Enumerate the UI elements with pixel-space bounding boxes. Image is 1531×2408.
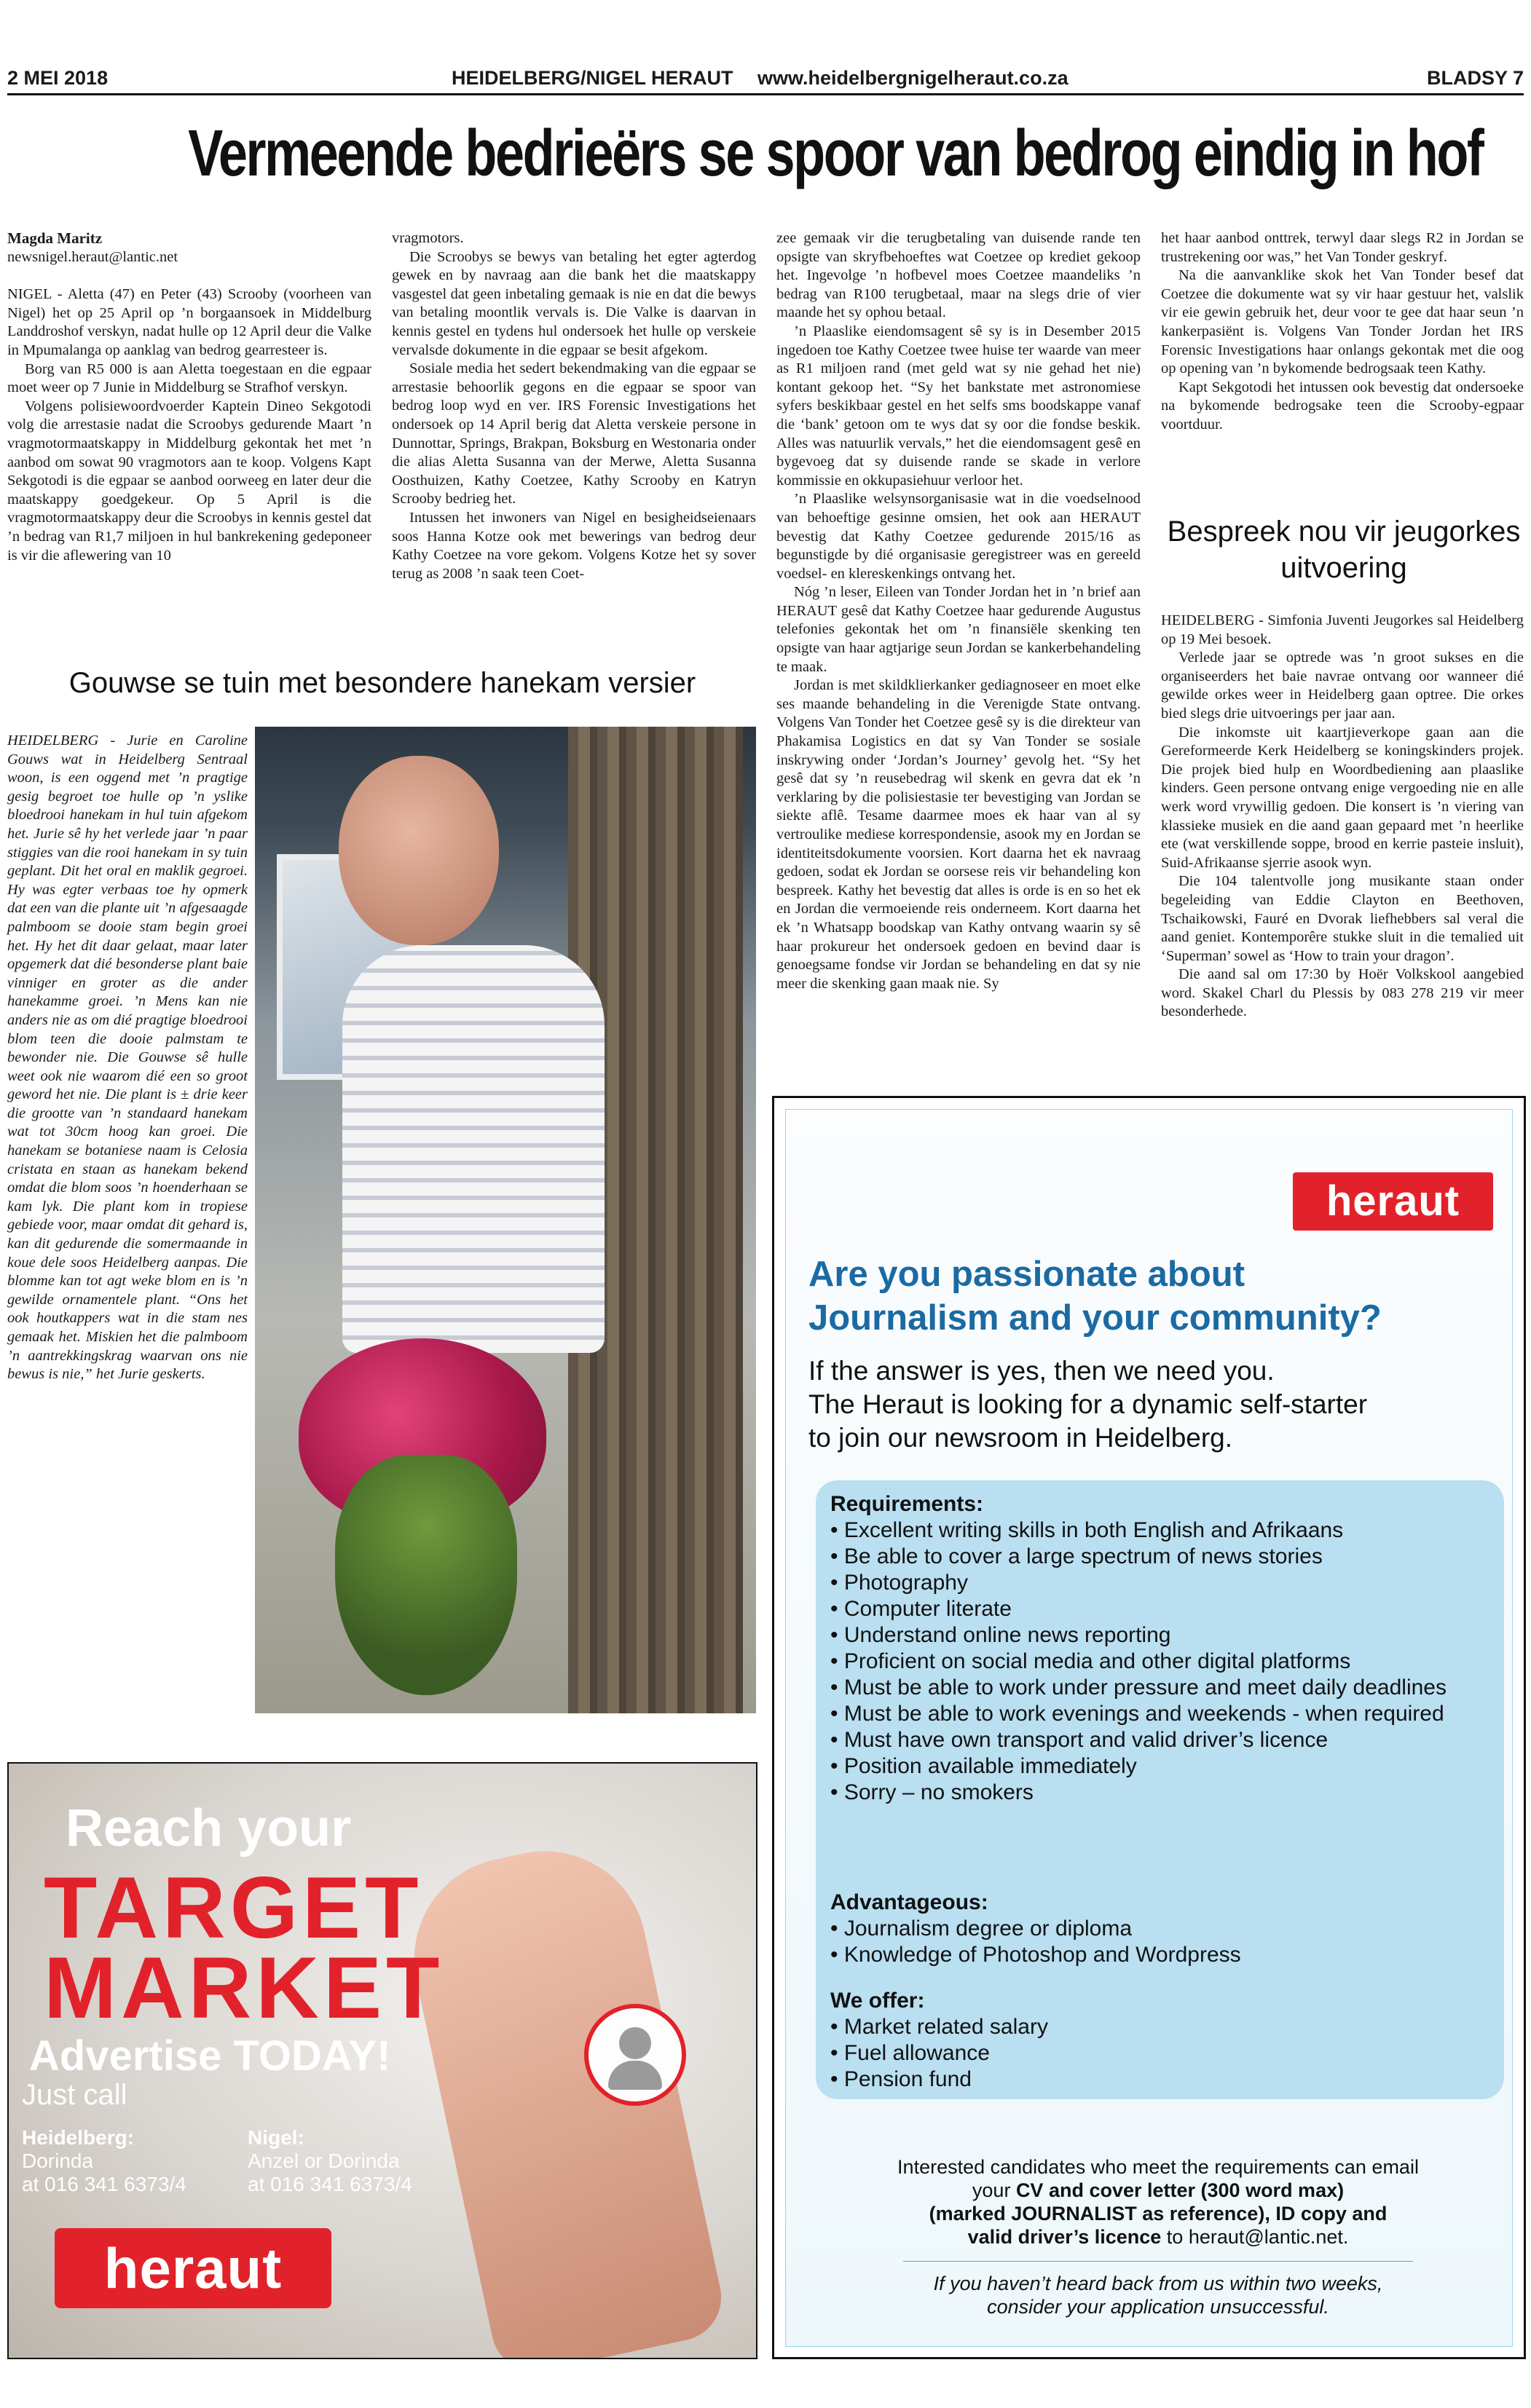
article-paragraph: Volgens polisiewoordvoerder Kaptein Dineo Sekgotodi volg die arrestasie nadat die Scroobys gedurende Maart ’n vragmotormaatskappy in Middelburg gekontak het met ’n aanbod om sowat 90 vragmotors aan te koop. Volgens Kapt Sekgotodi is die egpaar se aanbod oorweeg en later deur die maatskappy goedgekeur. Op 5 April is die vragmotormaatskappy deur die Scroobys in kennis gestel dat ’n bedrag van R1,7 miljoen in hul bankrekening gedeponeer is vir die aflewering van 10 — [7, 398, 371, 564]
plant-leaves — [335, 1455, 517, 1695]
page-header — [7, 67, 1524, 96]
requirement-item: • Must be able to work evenings and weekends - when required — [830, 1701, 1493, 1727]
article-paragraph: Kapt Sekgotodi het intussen ook bevestig dat ondersoeke na bykomende bedrogsake teen die Scrooby-egpaar voortduur. — [1161, 379, 1524, 433]
advantageous-item: • Journalism degree or diploma — [830, 1916, 1493, 1942]
article-paragraph: vragmotors. — [392, 230, 464, 246]
article-paragraph: ’n Plaaslike welsynsorganisasie wat in die voedselnood van behoeftige gesinne omsien, het ook aan HERAUT bevestig dat Kathy Coetzee gedurende 2015/16 as begunstigde by dié organisasie geregistreer was en gereeld voedsel- en klereskenkings ontvang het. — [776, 491, 1141, 582]
person-icon — [619, 2027, 651, 2059]
apply-divider — [903, 2261, 1413, 2262]
main-headline: Vermeende bedrieërs se spoor van bedrog eindig in hof — [188, 117, 1483, 190]
man-figure — [342, 945, 605, 1353]
article-paragraph: Jordan is met skildklierkanker gediagnoseer en moet elke ses maande behandeling in die Verenigde State ontvang. Volgens Van Tonder het Coetzee gesê sy is die direkteur van Phakamisa Logistics en dat sy Van Tonder se sosiale inskrywing onder ‘Jordan’s Journey’ gevolg het. “Sy het gesê dat sy ’n reusebedrag wil skenk en gevra dat ek ’n verklaring by die polisiestasie ter bevestiging van Jordan se siekte aflê. Tesame daarmee moes ek haar van al sy vertroulike mediese korrespondensie, asook my en Jordan se identiteitsdokumente voorsien. Kort daarna het ek navraag gedoen, sodat ek Jordan se oorsese reis vir behandeling kon bespreek. Kathy het bevestig dat alles is orde is en so het ek en Jordan die vermoeiende reis onderneem. Kort daarna het ek ’n Whatsapp boodskap van Kathy ontvang waarin sy sê haar prokureur het ondersoek gedoen en bevind daar is genoegsame fondse vir Jordan se behandeling en dat sy nie meer die skenking gaan maak nie. Sy — [776, 677, 1141, 992]
article-paragraph: Intussen het inwoners van Nigel en besigheidseienaars soos Hanna Kotze ook met bewerings van bedrog deur Kathy Coetzee na vore gekom. Volgens Kotze het sy sover terug as 2008 ’n saak teen Coet- — [392, 509, 756, 582]
requirements-section — [830, 1491, 1493, 1806]
issue-date: 2 MEI 2018 — [7, 67, 109, 89]
article-col-4 — [1161, 229, 1524, 435]
article-paragraph: Nóg ’n leser, Eileen van Tonder Jordan het in ’n brief aan HERAUT gesê dat Kathy Coetzee haar gedurende Augustus telefonies gekontak het om ’n finansiële skenking ten opsigte van haar agtjarige seun Jordan se kankerbehandeling te maak. — [776, 584, 1141, 675]
requirement-item: • Must have own transport and valid driver’s licence — [830, 1727, 1493, 1753]
contact-label: Heidelberg: — [22, 2126, 135, 2149]
article-col-1 — [7, 229, 371, 565]
job-ad-title: Are you passionate about Journalism and your community? — [808, 1255, 1382, 1338]
article-paragraph: het haar aanbod onttrek, terwyl daar slegs R2 in Jordan se trustrekening oor was,” het Van Tonder geskryf. — [1161, 230, 1524, 265]
apply-instructions: Interested candidates who meet the requirements can email your CV and cover letter (300 word max) (marked JOURNALIST as reference), ID copy and valid driver’s licence to heraut@lantic.net. — [897, 2156, 1419, 2248]
article-paragraph: Die 104 talentvolle jong musikante staan onder begeleiding van Eddie Clayton en Beethoven, Tschaikowski, Fauré en Dvorak liefhebbers sal veral die aand geniet. Kontemporêre stukke sluit in die temalied uit ‘Superman’ sowel as ‘How to train your dragon’. — [1161, 873, 1524, 964]
contact-nigel — [248, 2126, 412, 2196]
article-paragraph: Verlede jaar se optrede was ’n groot sukses en die organiseerders het baie navrae ontvang oor wanneer dié gewilde orkes weer in Heidelberg gaan optree. Die orkes bied slegs drie uitvoerings per jaar aan. — [1161, 650, 1524, 722]
photo-caption: HEIDELBERG - Jurie en Caroline Gouws wat in Heidelberg Sentraal woon, is een oggend met ’n pragtige gesig begroet toe hulle op ’n yslike bloedrooi hanekam in hul tuin afgekom het. Jurie sê hy het verlede jaar ’n paar stiggies van die rooi hanekam in sy tuin geplant. Dit het oral en maklik gegroei. Hy was egter verbaas toe hy opmerk dat een van die plante uit ’n afgesaagde palmboom se dooie stam begin groei het. Hy het dit daar gelaat, maar later opgemerk dat dié besonderse plant baie vinniger en groter as die ander hanekamme groei. ’n Mens kan nie anders nie as om dié pragtige bloedrooi blom teen die dooie palmstam te bewonder nie. Die Gouwse sê hulle weet ook nie waarom dié een so groot geword het nie. Die plant is ± drie keer die grootte van ’n standaard hanekam wat tot 30cm hoog kan groei. Die hanekam se botaniese naam is Celosia cristata en staan as hanekam bekend omdat die blom soos ’n hoenderhaan se kam lyk. Die plant kom in tropiese gebiede voor, maar omdat dit gehard is, kan dit gedurende die somermaande in koue dele soos Heidelberg aanpas. Die blomme kan tot agt weke blom en is ’n gewilde ornamentele plant. “Ons het ook houtkappers wat in die stam nes gemaak het. Miskien het die palmboom ’n aantrekkingskrag waarvan ons nie bewus is nie,” het Jurie geskerts. — [7, 733, 248, 1383]
author-name: Magda Maritz — [7, 229, 103, 247]
apply-footer: If you haven’t heard back from us within two weeks, consider your application unsuccessful. — [933, 2273, 1383, 2318]
ad-target-word: TARGET — [44, 1859, 423, 1957]
article-col-2 — [392, 229, 756, 583]
article-paragraph: Borg van R5 000 is aan Aletta toegestaan en die egpaar moet weer op 7 Junie in Middelburg se Strafhof verskyn. — [7, 360, 371, 396]
requirement-item: • Photography — [830, 1570, 1493, 1596]
requirements-heading: Requirements: — [830, 1492, 984, 1516]
advantageous-item: • Knowledge of Photoshop and Wordpress — [830, 1942, 1493, 1968]
heraut-logo: heraut — [55, 2228, 331, 2308]
offer-heading: We offer: — [830, 1989, 925, 2013]
article2-title: Bespreek nou vir jeugorkes uitvoering — [1167, 516, 1521, 584]
article2-body — [1161, 612, 1524, 1022]
job-ad-intro: If the answer is yes, then we need you. The Heraut is looking for a dynamic self-starter to join our newsroom in Heidelberg. — [808, 1356, 1368, 1453]
requirement-item: • Understand online news reporting — [830, 1622, 1493, 1649]
article-paragraph: Die Scroobys se bewys van betaling het egter agterdog gewek en by navraag aan die bank het die maatskappy vasgestel dat geen inbetaling gemaak is nie en dat die bewys van betaling moontlik vervals is. Die Valke is daarvan in kennis gestel en tydens hul ondersoek het hulle op verskeie vervalsde dokumente in die egpaar se besit afgekom. — [392, 248, 756, 358]
requirement-item: • Proficient on social media and other digital platforms — [830, 1649, 1493, 1675]
article3-title: Gouwse se tuin met besondere hanekam versier — [68, 667, 696, 699]
page-number: BLADSY 7 — [1426, 67, 1524, 89]
requirement-item: • Position available immediately — [830, 1753, 1493, 1780]
contact-phone[interactable]: at 016 341 6373/4 — [22, 2173, 186, 2195]
man-head — [339, 756, 499, 945]
article-paragraph: HEIDELBERG - Simfonia Juventi Jeugorkes sal Heidelberg op 19 Mei besoek. — [1161, 612, 1524, 647]
offer-item: • Fuel allowance — [830, 2040, 1493, 2066]
contact-name: Dorinda — [22, 2150, 94, 2172]
offer-item: • Pension fund — [830, 2066, 1493, 2093]
requirement-item: • Be able to cover a large spectrum of news stories — [830, 1544, 1493, 1570]
advantageous-section — [830, 1890, 1493, 1968]
garden-photo — [255, 727, 756, 1713]
offer-item: • Market related salary — [830, 2014, 1493, 2040]
ad-advertise-today: Advertise TODAY! — [29, 2032, 391, 2080]
article-paragraph: NIGEL - Aletta (47) en Peter (43) Scrooby (voorheen van Nigel) het op 25 April op ’n borgaansoek in Middelburg Landdroshof verskyn, nadat hulle op 12 April deur die Valke in Mpumalanga op aanklag van bedrog gearresteer is. — [7, 286, 371, 358]
author-email[interactable]: newsnigel.heraut@lantic.net — [7, 248, 178, 265]
article-paragraph: Sosiale media het sedert bekendmaking van die egpaar se arrestasie behoorlik gegons en die egpaar se spoor van bedrog loop wyd en ver. IRS Forensic Investigations het ondersoek op 14 April berig dat Aletta verskeie persone in Dunnottar, Springs, Brakpan, Boksburg en Westonaria onder die alias Aletta Susanna van der Merwe, Aletta Susanna Oosthuizen, Kathy Coetzee, Kathy Scrooby en Katryn Scrooby bedrieg het. — [392, 360, 756, 508]
requirement-item: • Sorry – no smokers — [830, 1780, 1493, 1806]
ad-market-word: MARKET — [44, 1939, 444, 2037]
paper-name: HEIDELBERG/NIGEL HERAUT — [452, 67, 733, 89]
apply-email[interactable]: to heraut@lantic.net. — [1161, 2226, 1349, 2248]
article-col-3 — [776, 229, 1141, 993]
header-rule — [7, 93, 1524, 95]
ad-target-text — [44, 1859, 444, 2037]
article-paragraph: ’n Plaaslike eiendomsagent sê sy is in Desember 2015 ingedoen toe Kathy Coetzee twee huise ter waarde van meer as R1 miljoen rand (met geld wat sy nie gehad het nie) kontant gekoop het. “Sy het bankstate met astronomiese syfers beskikbaar gestel en het selfs sms boodskappe vanaf die ‘bank’ getoon om te wys dat sy oor die fondse beskik. Alles was natuurlik vervals,” het die eiendomsagent gesê en bygevoeg dat sy duisende rande se skade in verlore kommissie en okkupasiehuur verloor het. — [776, 323, 1141, 489]
ad-just-call: Just call — [22, 2079, 127, 2111]
requirement-item: • Excellent writing skills in both English and Afrikaans — [830, 1517, 1493, 1544]
paper-url[interactable]: www.heidelbergnigelheraut.co.za — [757, 67, 1068, 89]
contact-label: Nigel: — [248, 2126, 304, 2149]
advantageous-heading: Advantageous: — [830, 1890, 988, 1914]
article-paragraph: Na die aanvanklike skok het Van Tonder besef dat Coetzee die dokumente wat sy vir haar gestuur het, valslik vir eie gewin gebruik het, deur voor te gee dat haar seun ’n kankerpasiënt is. Volgens Van Tonder Jordan het IRS Forensic Investigations haar onlangs gekontak met die oog op opening van ’n bykomende bedrogsaak teen Kathy. — [1161, 267, 1524, 377]
article-paragraph: Die aand sal om 17:30 by Hoër Volkskool aangebied word. Skakel Charl du Plessis by 083 278 219 vir meer besonderhede. — [1161, 966, 1524, 1020]
contact-phone[interactable]: at 016 341 6373/4 — [248, 2173, 412, 2195]
heraut-logo: heraut — [1293, 1172, 1493, 1231]
contact-heidelberg — [22, 2126, 186, 2196]
ad-reach-text: Reach your — [66, 1799, 352, 1858]
article-paragraph: zee gemaak vir die terugbetaling van duisende rande ten opsigte van skryfbehoeftes wat Coetzee op krediet gekoop het. Ingevolge ’n hofbevel moes Coetzee maandeliks ’n bedrag van R100 terugbetaal, maar na slegs drie of vier maande het sy ophou betaal. — [776, 230, 1141, 321]
offer-section — [830, 1988, 1493, 2093]
requirement-item: • Computer literate — [830, 1596, 1493, 1622]
contact-name: Anzel or Dorinda — [248, 2150, 400, 2172]
requirement-item: • Must be able to work under pressure and meet daily deadlines — [830, 1675, 1493, 1701]
article-paragraph: Die inkomste uit kaartjieverkope gaan aan die Gereformeerde Kerk Heidelberg se koningskinders projek. Die projek bied hulp en Woordbediening aan plaaslike kinders. Geen persone ontvang enige vergoeding nie en alle werk word vrywillig gedoen. Die konsert is ’n viering van klassieke musiek en die aand gaan gepaard met ’n heerlike ete (wat verskillende soppe, brood en kerrie pasteie insluit), Suid-Afrikaanse sjerrie asook wyn. — [1161, 724, 1524, 871]
